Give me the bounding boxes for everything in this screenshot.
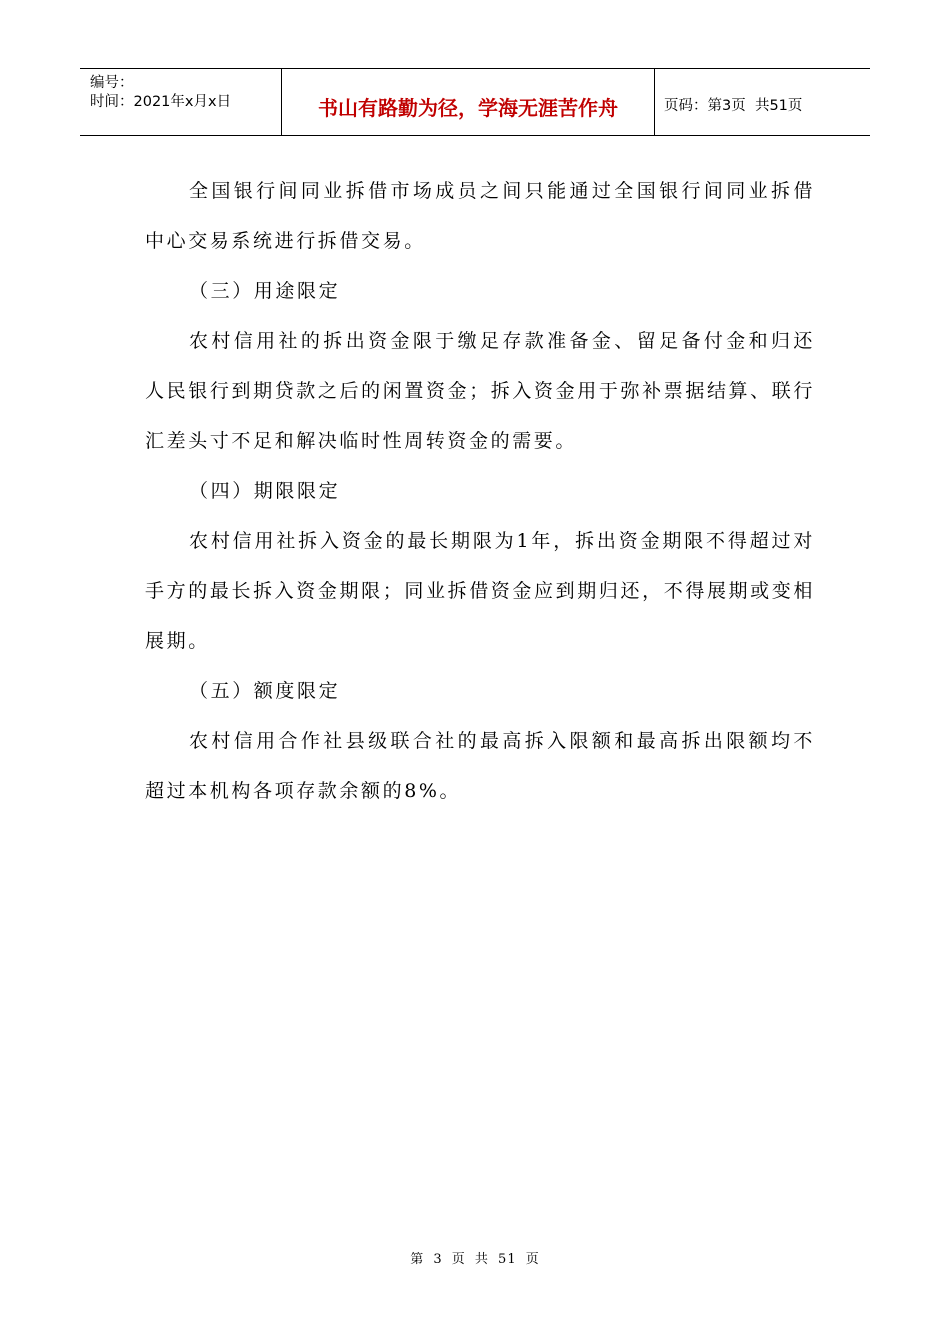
header-page-info-cell (664, 69, 802, 135)
header-motto-cell (282, 69, 655, 135)
section-heading: （三）用途限定 (189, 280, 341, 302)
header-motto: 书山有路勤为径，学海无涯苦作舟 (318, 95, 618, 120)
page-header (80, 68, 870, 136)
section-heading: （五）额度限定 (189, 680, 341, 702)
document-number-label: 编号： (90, 75, 134, 91)
body-paragraph: 全国银行间同业拆借市场成员之间只能通过全国银行间同业拆借中心交易系统进行拆借交易。 (145, 180, 815, 252)
header-meta (80, 69, 282, 135)
body-paragraph: 农村信用社拆入资金的最长期限为1年，拆出资金期限不得超过对手方的最长拆入资金期限；同业拆借资金应到期归还，不得展期或变相展期。 (145, 530, 815, 652)
body-paragraph: 农村信用社的拆出资金限于缴足存款准备金、留足备付金和归还人民银行到期贷款之后的闲置资金；拆入资金用于弥补票据结算、联行汇差头寸不足和解决临时性周转资金的需要。 (145, 330, 815, 452)
header-page-info: 页码：第3页 共51页 (664, 97, 803, 114)
document-date: 时间：2021年x月x日 (90, 94, 232, 110)
section-heading: （四）期限限定 (189, 480, 341, 502)
body-paragraph: 农村信用合作社县级联合社的最高拆入限额和最高拆出限额均不超过本机构各项存款余额的8%。 (145, 730, 815, 802)
document-body (145, 166, 815, 816)
page-footer: 第 3 页 共 51 页 (410, 1252, 540, 1267)
